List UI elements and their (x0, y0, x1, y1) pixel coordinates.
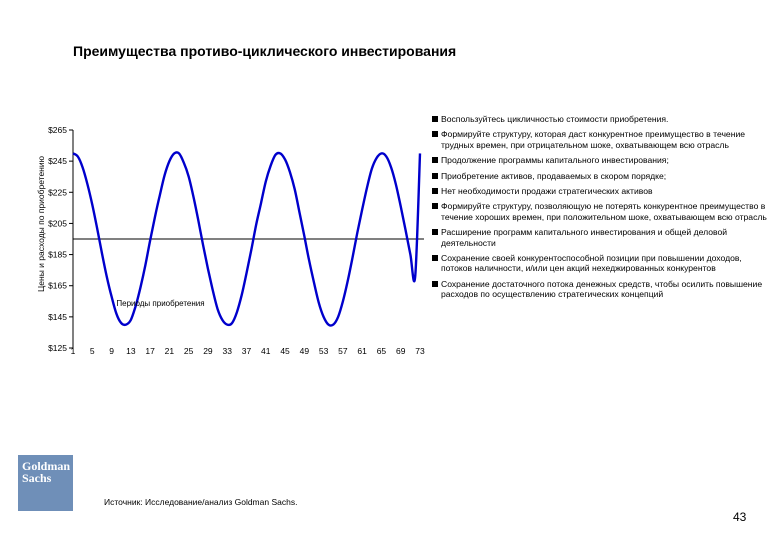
x-tick-label: 69 (395, 346, 406, 356)
x-tick-label: 49 (299, 346, 310, 356)
x-tick-label: 53 (318, 346, 329, 356)
x-tick-label: 57 (338, 346, 348, 356)
source-note: Источник: Исследование/анализ Goldman Sachs. (104, 497, 298, 507)
bullet-square-icon (432, 157, 438, 163)
bullet-square-icon (432, 229, 438, 235)
x-tick-label: 13 (126, 346, 136, 356)
goldman-sachs-logo (18, 455, 73, 511)
bullet-item (432, 129, 772, 150)
x-tick-label: 45 (280, 346, 290, 356)
y-tick-label: $165 (48, 280, 67, 291)
bullet-text: Расширение программ капитального инвестирования и общей деловой деятельности (441, 227, 728, 248)
logo-line-2: Sachs (22, 471, 52, 485)
bullet-item (432, 227, 772, 248)
y-tick-label: $245 (48, 156, 67, 167)
page-number: 43 (733, 510, 747, 524)
bullet-square-icon (432, 116, 438, 122)
bullet-text: Сохранение своей конкурентоспособной позиции при повышении доходов, потоков наличности, и/или цен акций нехеджированных конкурентов (441, 253, 742, 274)
bullet-square-icon (432, 131, 438, 137)
y-axis-title (36, 155, 46, 292)
y-tick-label: $225 (48, 187, 67, 198)
bullet-text: Формируйте структуру, позволяющую не потерять конкурентное преимущество в течение хороших времен, при положительном шоке, охватывающем всю отрасль (441, 201, 767, 222)
bullet-square-icon (432, 255, 438, 261)
x-tick-label: 29 (203, 346, 213, 356)
bullet-item (432, 253, 772, 274)
x-tick-label: 37 (241, 346, 252, 356)
x-tick-label: 17 (145, 346, 155, 356)
y-tick-label: $265 (48, 125, 67, 135)
x-tick-label: 41 (261, 346, 271, 356)
logo-line-1: Goldman (22, 459, 71, 473)
bullet-text: Приобретение активов, продаваемых в скором порядке; (441, 170, 667, 181)
y-tick-label: $125 (48, 343, 67, 353)
bullet-square-icon (432, 188, 438, 194)
page-title: Преимущества противо-циклического инвестирования (73, 43, 457, 59)
bullet-text: Нет необходимости продажи стратегических активов (441, 186, 653, 197)
annotation-label: Периоды приобретения (116, 298, 205, 308)
bullet-item (432, 279, 772, 300)
x-tick-label: 61 (357, 346, 367, 356)
bullet-item (432, 171, 772, 181)
x-tick-label: 73 (415, 346, 425, 356)
cyclical-cost-chart (0, 0, 430, 370)
y-axis-label: Цены и расходы по приобретению (36, 156, 46, 292)
bullet-text: Воспользуйтесь цикличностью стоимости приобретения. (441, 114, 669, 124)
bullet-square-icon (432, 203, 438, 209)
x-tick-label: 33 (222, 346, 232, 356)
bullet-item (432, 114, 772, 124)
x-tick-label: 9 (109, 346, 114, 356)
bullet-square-icon (432, 173, 438, 179)
y-tick-label: $145 (48, 311, 67, 322)
bullet-text: Сохранение достаточного потока денежных средств, чтобы осилить повышение расходов по осуществлению стратегических концепций (441, 278, 763, 300)
x-tick-label: 1 (70, 346, 76, 356)
bullet-item (432, 186, 772, 196)
bullet-item (432, 155, 772, 165)
bullet-text: Формируйте структуру, которая даст конкурентное преимущество в течение трудных времен, при отрицательном шоке, охватывающем всю отрасль (441, 129, 746, 150)
x-tick-label: 21 (164, 346, 175, 356)
bullet-item (432, 201, 772, 222)
x-tick-label: 25 (183, 346, 194, 356)
x-tick-label: 5 (89, 346, 95, 356)
bullet-square-icon (432, 281, 438, 287)
x-tick-label: 65 (376, 346, 387, 356)
bullet-text: Продолжение программы капитального инвестирования; (441, 155, 669, 166)
y-tick-label: $185 (48, 249, 67, 260)
y-tick-label: $205 (48, 218, 67, 229)
bullet-list (432, 114, 772, 305)
